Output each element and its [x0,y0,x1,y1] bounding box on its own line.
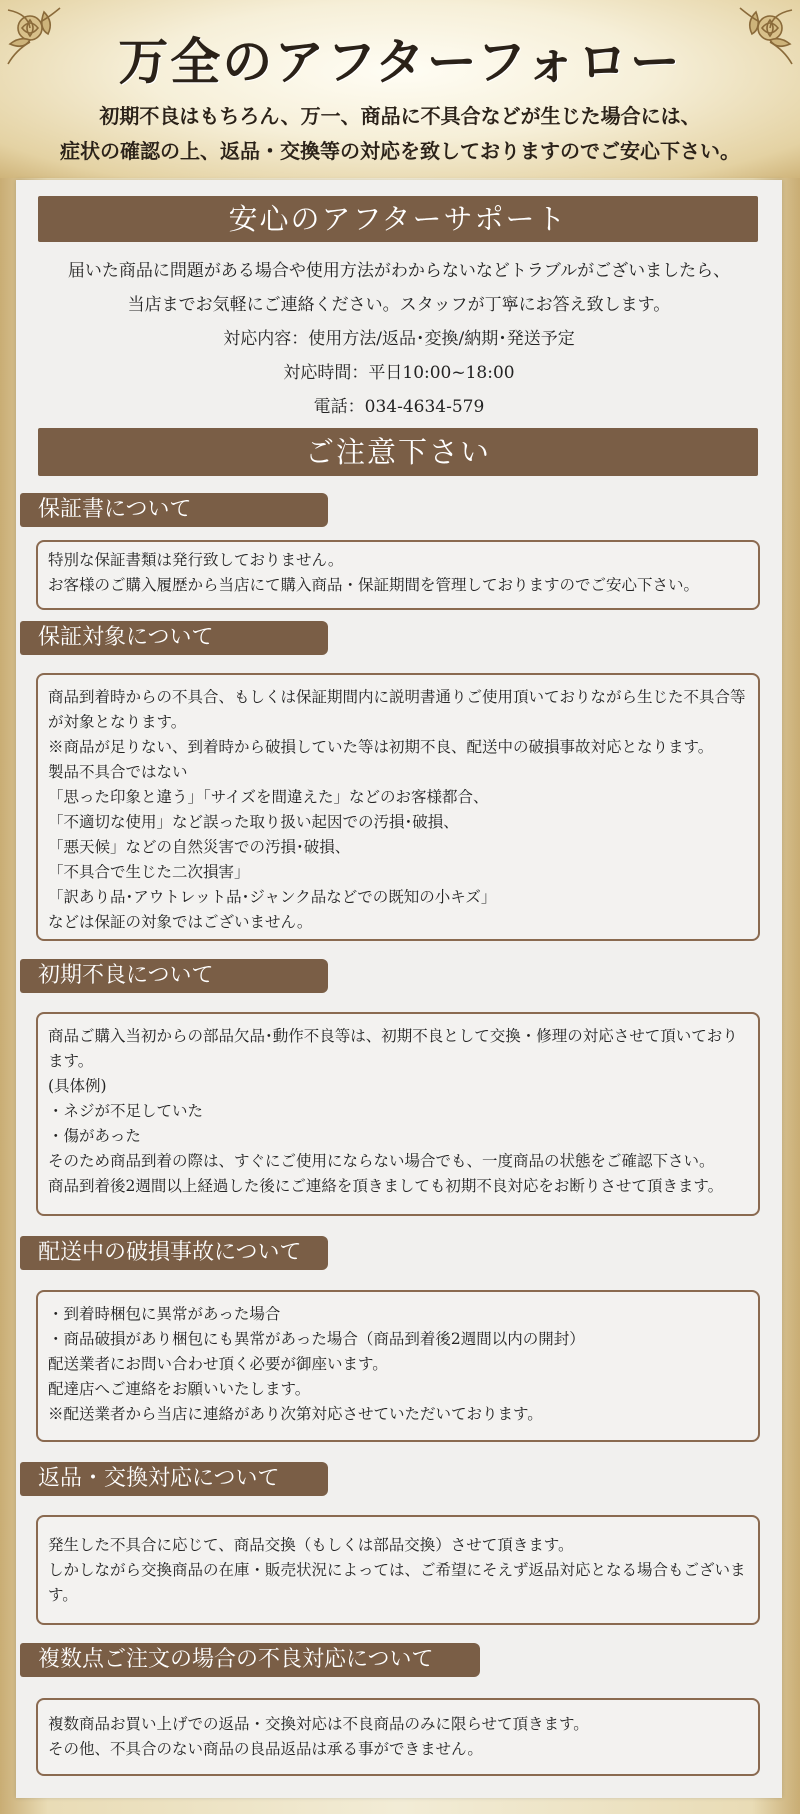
section-line: 商品ご購入当初からの部品欠品･動作不良等は、初期不良として交換・修理の対応させて頂いております。 [48,1027,738,1070]
section-heading: 初期不良について [20,959,328,993]
section-line: 複数商品お買い上げでの返品・交換対応は不良商品のみに限らせて頂きます。 [48,1715,589,1733]
section-line: 「不具合で生じた二次損害」 [48,863,250,881]
section-line: ・商品破損があり梱包にも異常があった場合（商品到着後2週間以内の開封） [48,1330,585,1348]
section-line: 「悪天候」などの自然災害での汚損･破損、 [48,838,351,856]
section-box [36,673,760,941]
section-box [36,1290,760,1442]
section-line: (具体例) [48,1077,107,1095]
section-heading: 保証対象について [20,621,328,655]
section-heading: 保証書について [20,493,328,527]
section-line: 発生した不具合に応じて、商品交換（もしくは部品交換）させて頂きます。 [48,1536,574,1554]
section-line: 商品到着後2週間以上経過した後にご連絡を頂きましても初期不良対応をお断りさせて頂きます。 [48,1177,724,1195]
section-line: 配送業者にお問い合わせ頂く必要が御座います。 [48,1355,388,1373]
section-line: 特別な保証書類は発行致しておりません。 [48,551,344,569]
hero-subtitle-line: 症状の確認の上、返品・交換等の対応を致しておりますのでご安心下さい。 [60,139,740,163]
section-line: しかしながら交換商品の在庫・販売状況によっては、ご希望にそえず返品対応となる場合もございます。 [48,1561,746,1604]
section-line: 商品到着時からの不具合、もしくは保証期間内に説明書通りご使用頂いておりながら生じた不具合等が対象となります。 [48,688,746,731]
notice-banner: ご注意下さい [38,428,758,476]
section-line: などは保証の対象ではございません。 [48,913,313,931]
support-phone: 電話：034-4634-579 [313,397,485,417]
hero-subtitle-line: 初期不良はもちろん、万一、商品に不具合などが生じた場合には、 [99,104,701,128]
section-line: ・到着時梱包に異常があった場合 [48,1305,281,1323]
section-line: ・傷があった [48,1127,141,1145]
section-heading: 複数点ご注文の場合の不良対応について [20,1643,480,1677]
section-line: ※配送業者から当店に連絡があり次第対応させていただいております。 [48,1405,543,1423]
support-intro-line: 届いた商品に問題がある場合や使用方法がわからないなどトラブルがございましたら、 [67,261,731,281]
page-title: 万全のアフターフォロー [118,32,682,91]
section-line: 製品不具合ではない [48,763,188,781]
support-banner: 安心のアフターサポート [38,196,758,242]
section-box [36,1698,760,1776]
section-box [36,1012,760,1216]
support-hours: 対応時間：平日10:00~18:00 [283,363,515,383]
content-panel [16,180,782,1798]
section-line: 「訳あり品･アウトレット品･ジャンク品などでの既知の小キズ」 [48,888,497,906]
section-heading: 返品・交換対応について [20,1462,328,1496]
section-line: ・ネジが不足していた [48,1102,204,1120]
section-line: 「思った印象と違う」「サイズを間違えた」などのお客様都合、 [48,788,489,806]
section-box [36,540,760,610]
section-box [36,1515,760,1625]
section-line: その他、不具合のない商品の良品返品は承る事ができません。 [48,1740,483,1758]
section-line: そのため商品到着の際は、すぐにご使用にならない場合でも、一度商品の状態をご確認下さい。 [48,1152,715,1170]
section-line: ※商品が足りない、到着時から破損していた等は初期不良、配送中の破損事故対応となります。 [48,738,714,756]
section-heading: 配送中の破損事故について [20,1236,328,1270]
section-line: 「不適切な使用」など誤った取り扱い起因での汚損･破損、 [48,813,459,831]
support-contents: 対応内容：使用方法/返品･変換/納期･発送予定 [223,329,575,349]
section-line: 配達店へご連絡をお願いいたします。 [48,1380,311,1398]
hero-header [0,0,800,178]
support-intro-line: 当店までお気軽にご連絡ください。スタッフが丁寧にお答え致します。 [127,295,671,315]
section-line: お客様のご購入履歴から当店にて購入商品・保証期間を管理しておりますのでご安心下さい。 [48,576,700,594]
